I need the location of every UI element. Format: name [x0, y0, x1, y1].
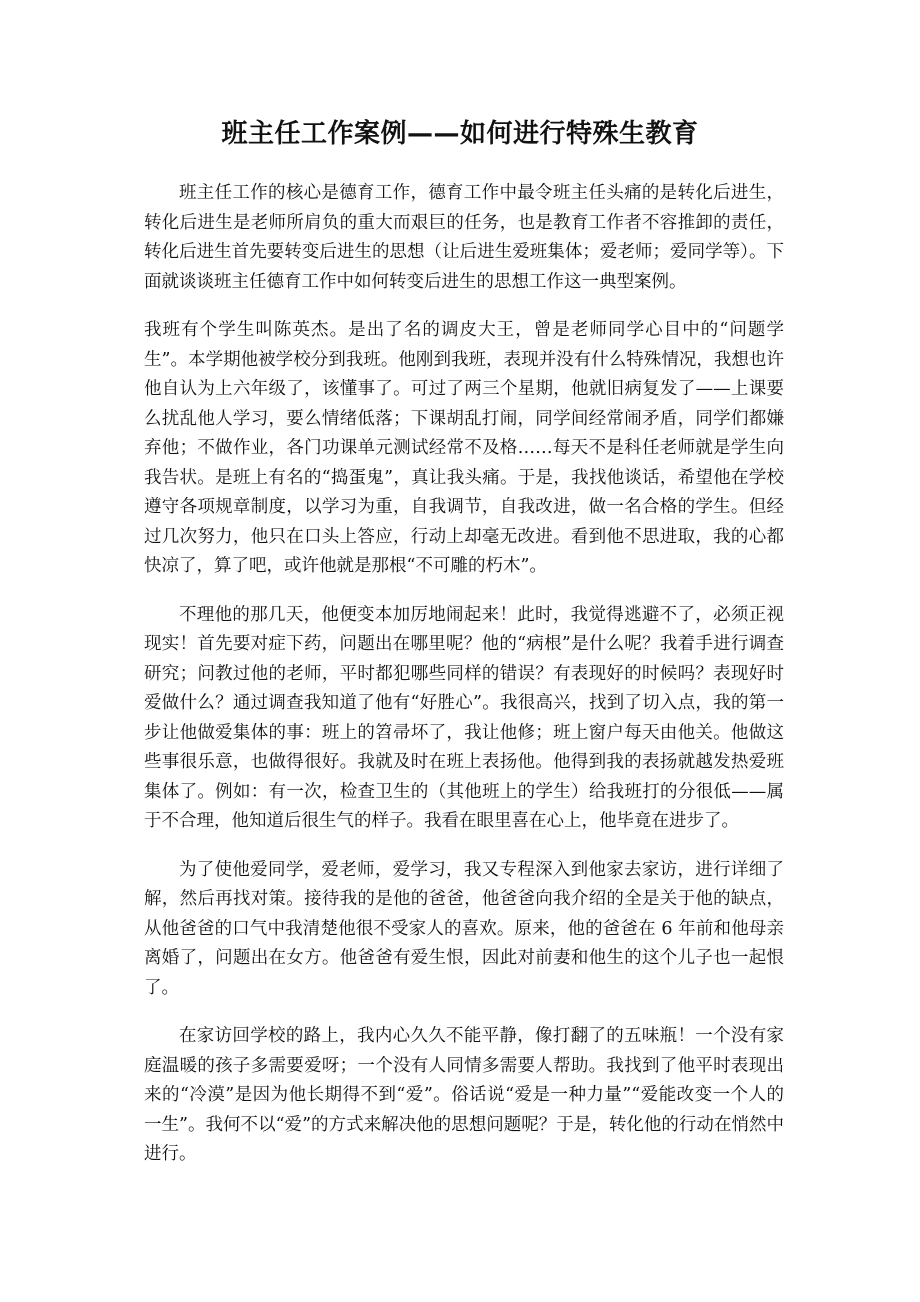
paragraph-reflection: 在家访回学校的路上，我内心久久不能平静，像打翻了的五味瓶！一个没有家庭温暖的孩子多需要爱呀；一个没有人同情多需要人帮助。我找到了他平时表现出来的“冷漠”是因为他长期得不到“爱”。俗话说“爱是一种力量”“爱能改变一个人的一生”。我何不以“爱”的方式来解决他的思想问题呢？于是，转化他的行动在悄然中进行。 — [144, 1026, 784, 1164]
document-body — [144, 179, 784, 1189]
document-title: 班主任工作案例——如何进行特殊生教育 — [221, 119, 699, 149]
paragraph-student-background: 我班有个学生叫陈英杰。是出了名的调皮大王，曾是老师同学心目中的“问题学生”。本学期他被学校分到我班。他刚到我班，表现并没有什么特殊情况，我想也许他自认为上六年级了，该懂事了。可过了两三个星期，他就旧病复发了——上课要么扰乱他人学习，要么情绪低落；下课胡乱打闹，同学间经常闹矛盾，同学们都嫌弃他；不做作业，各门功课单元测试经常不及格……每天不是科任老师就是学生向我告状。是班上有名的“捣蛋鬼”，真让我头痛。于是，我找他谈话，希望他在学校遵守各项规章制度，以学习为重，自我调节，自我改进，做一名合格的学生。但经过几次努力，他只在口头上答应，行动上却毫无改进。看到他不思进取，我的心都快凉了，算了吧，或许他就是那根“不可雕的朽木”。 — [144, 320, 784, 576]
paragraph-investigation: 不理他的那几天，他便变本加厉地闹起来！此时，我觉得逃避不了，必须正视现实！首先要对症下药，问题出在哪里呢？他的“病根”是什么呢？我着手进行调查研究；问教过他的老师，平时都犯哪些同样的错误？有表现好的时候吗？表现好时爱做什么？通过调查我知道了他有“好胜心”。我很高兴，找到了切入点，我的第一步让他做爱集体的事：班上的笤帚坏了，我让他修；班上窗户每天由他关。他做这些事很乐意，也做得很好。我就及时在班上表扬他。他得到我的表扬就越发热爱班集体了。例如：有一次，检查卫生的（其他班上的学生）给我班打的分很低——属于不合理，他知道后很生气的样子。我看在眼里喜在心上，他毕竟在进步了。 — [144, 604, 784, 831]
paragraph-intro: 班主任工作的核心是德育工作，德育工作中最令班主任头痛的是转化后进生，转化后进生是老师所肩负的重大而艰巨的任务，也是教育工作者不容推卸的责任，转化后进生首先要转变后进生的思想（让后进生爱班集体；爱老师；爱同学等）。下面就谈谈班主任德育工作中如何转变后进生的思想工作这一典型案例。 — [144, 183, 784, 292]
paragraph-home-visit: 为了使他爱同学，爱老师，爱学习，我又专程深入到他家去家访，进行详细了解，然后再找对策。接待我的是他的爸爸，他爸爸向我介绍的全是关于他的缺点，从他爸爸的口气中我清楚他很不受家人的喜欢。原来，他的爸爸在 6 年前和他母亲离婚了，问题出在女方。他爸爸有爱生恨，因此对前妻和他生的这个儿子也一起恨了。 — [144, 859, 784, 998]
